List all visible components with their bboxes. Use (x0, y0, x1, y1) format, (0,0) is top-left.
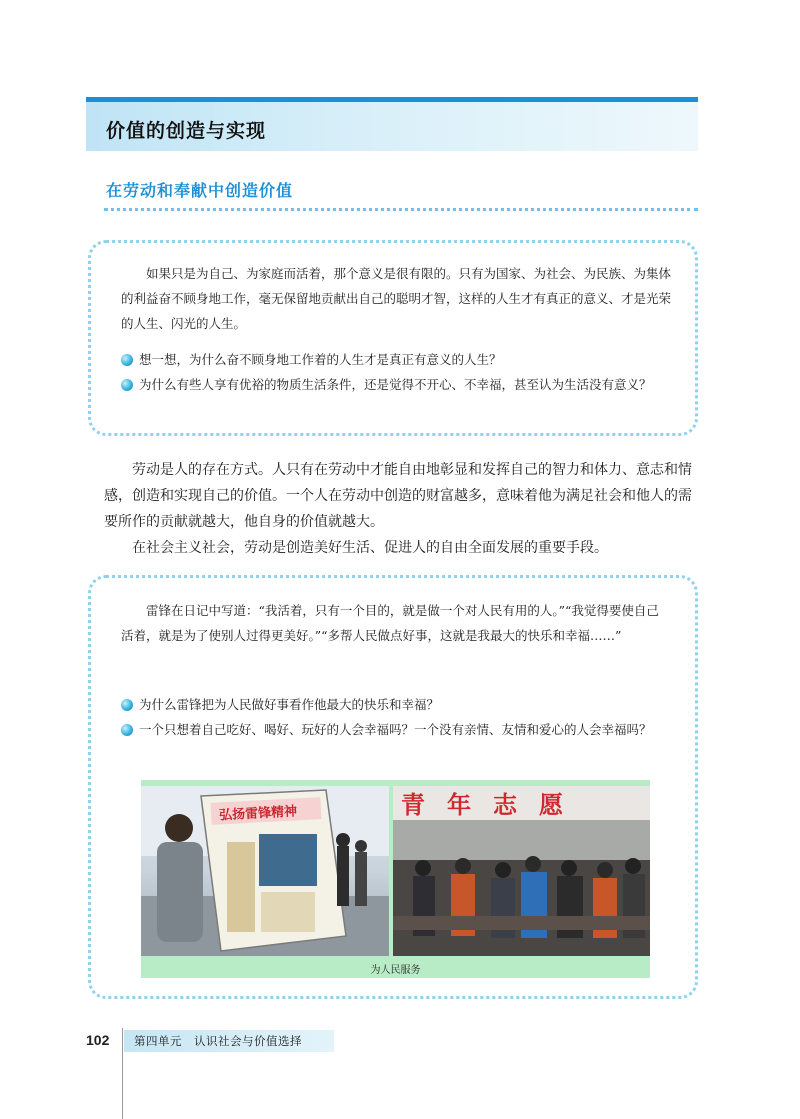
banner-text: 青年志愿 (401, 791, 585, 819)
subheading: 在劳动和奉献中创造价值 (106, 181, 294, 200)
photo-caption: 为人民服务 (370, 965, 421, 976)
section-title: 价值的创造与实现 (106, 120, 267, 142)
question-item-3 (121, 692, 671, 717)
photo-strip (141, 780, 650, 978)
page-number: 102 (86, 1032, 110, 1048)
poster-scene-illustration (141, 786, 389, 956)
poster-sign-text: 弘扬雷锋精神 (218, 804, 298, 824)
question-text-3: 为什么雷锋把为人民做好事看作他最大的快乐和幸福？ (139, 697, 440, 712)
main-paragraph-1: 劳动是人的存在方式。人只有在劳动中才能自由地彰显和发挥自己的智力和体力、意志和情感，创造和实现自己的价值。一个人在劳动中创造的财富越多，意味着他为满足社会和他人的需要所作的贡献就越大，他自身的价值就越大。 (104, 462, 692, 530)
dotted-divider (104, 208, 698, 211)
main-paragraph-2: 在社会主义社会，劳动是创造美好生活、促进人的自由全面发展的重要手段。 (132, 540, 608, 556)
question-item-1 (121, 347, 671, 372)
photo-caption-bar (141, 958, 650, 978)
bullet-icon (121, 699, 133, 711)
bullet-icon (121, 354, 133, 366)
volunteer-scene-illustration (393, 786, 650, 956)
question-text-2: 为什么有些人享有优裕的物质生活条件，还是觉得不开心、不幸福，甚至认为生活没有意义？ (139, 377, 652, 392)
footer-unit-band (124, 1030, 334, 1052)
footer-divider (122, 1028, 123, 1119)
unit-title: 第四单元 认识社会与价值选择 (134, 1034, 302, 1048)
question-text-4: 一个只想着自己吃好、喝好、玩好的人会幸福吗？一个没有亲情、友情和爱心的人会幸福吗？ (139, 722, 652, 737)
reading-paragraph-1: 如果只是为自己、为家庭而活着，那个意义是很有限的。只有为国家、为社会、为民族、为集体的利益奋不顾身地工作，毫无保留地贡献出自己的聪明才智，这样的人生才有真正的意义、才是光荣的人生、闪光的人生。 (121, 266, 672, 331)
reading-paragraph-2: 雷锋在日记中写道：“我活着，只有一个目的，就是做一个对人民有用的人。”“我觉得要使自己活着，就是为了使别人过得更美好。”“多帮人民做点好事，这就是我最大的快乐和幸福……” (121, 603, 659, 643)
photo-poster-volunteer (141, 786, 389, 956)
question-item-2 (121, 372, 671, 397)
question-text-1: 想一想，为什么奋不顾身地工作着的人生才是真正有意义的人生？ (139, 352, 502, 367)
bullet-icon (121, 379, 133, 391)
question-item-4 (121, 717, 671, 742)
photo-youth-volunteers (393, 786, 650, 956)
section-header-band (86, 97, 698, 151)
bullet-icon (121, 724, 133, 736)
reading-box-1 (88, 240, 698, 436)
